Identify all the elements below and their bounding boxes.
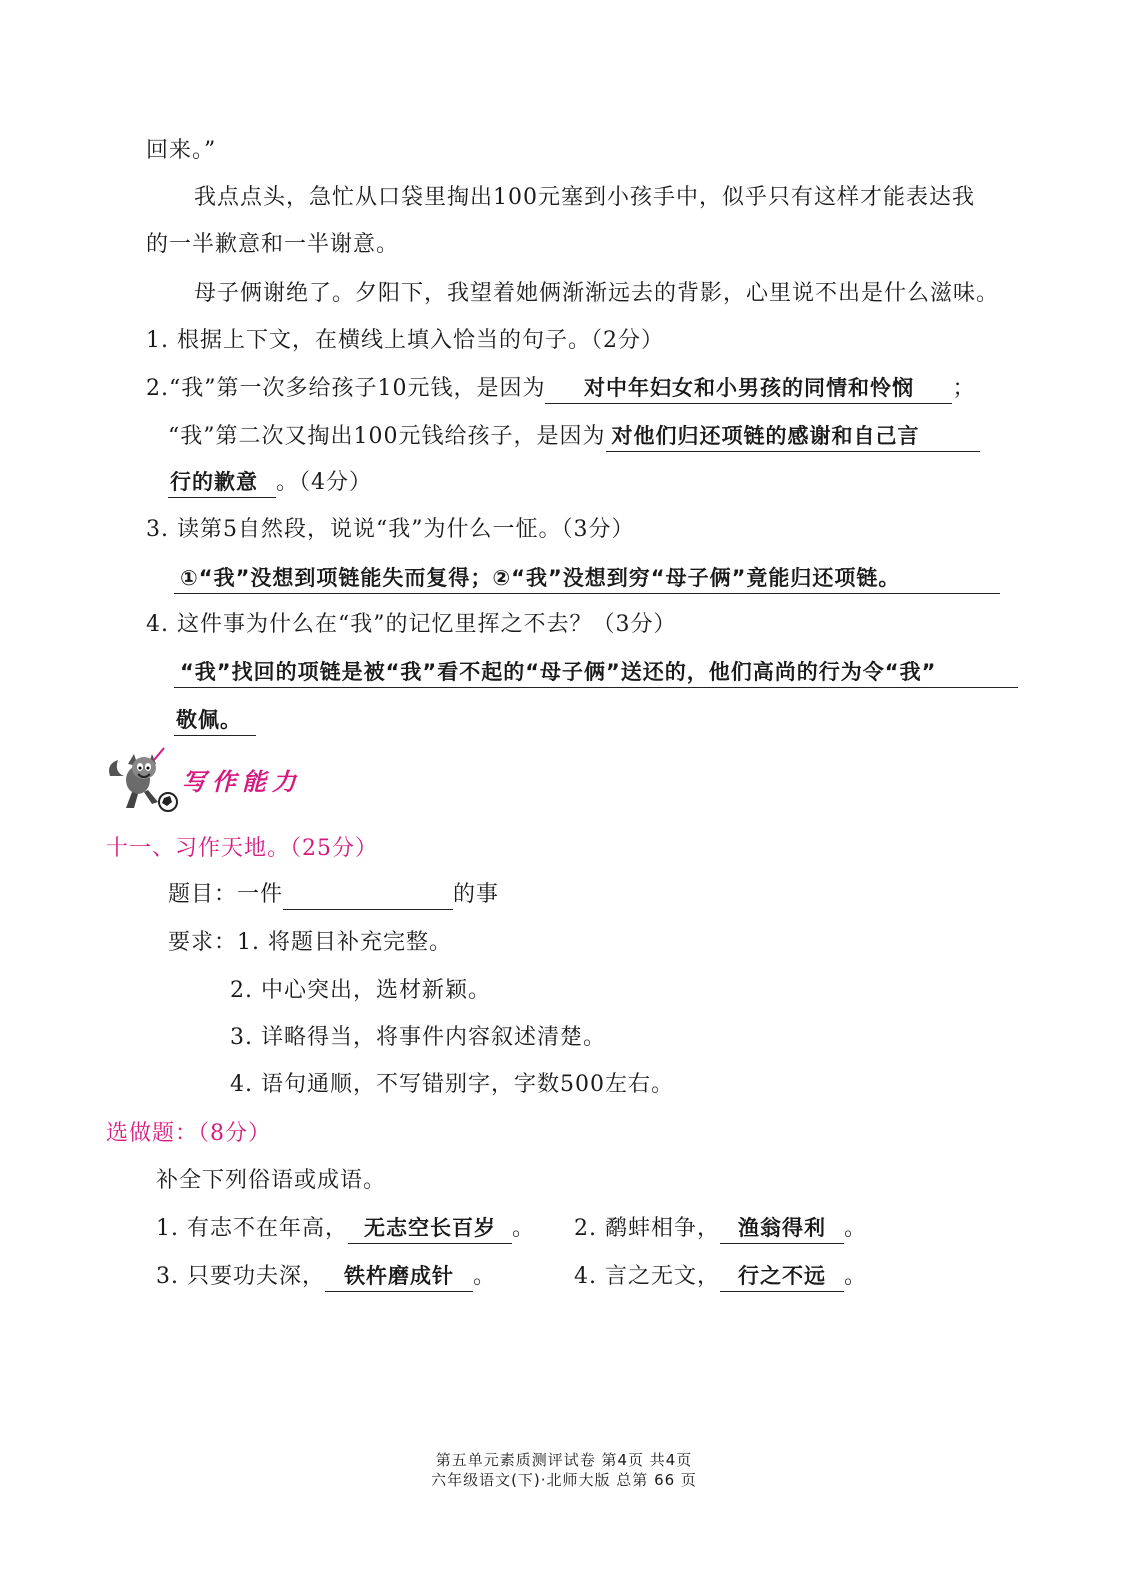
page-footer (0, 1450, 1128, 1490)
requirement: 要求：1. 将题目补充完整。 (168, 930, 452, 955)
optional-intro: 补全下列俗语或成语。 (156, 1168, 387, 1193)
question-4-answer (174, 657, 1018, 688)
question-4: 4. 这件事为什么在“我”的记忆里挥之不去？（3分） (146, 612, 677, 637)
punctuation: 。 (843, 1216, 867, 1241)
punctuation: 。 (511, 1216, 535, 1241)
answer-line: 行之不远 (720, 1261, 844, 1292)
footer-line: 六年级语文(下)·北师大版 总第 66 页 (431, 1471, 697, 1489)
passage-line: 回来。” (146, 138, 217, 163)
requirement: 4. 语句通顺，不写错别字，字数500左右。 (230, 1072, 674, 1097)
wolf-soccer-mascot-icon (104, 746, 182, 814)
idiom-item (156, 1261, 496, 1292)
footer-line: 第五单元素质测评试卷 第4页 共4页 (435, 1451, 693, 1469)
answer-line: 敬佩。 (174, 705, 256, 736)
punctuation: ； (952, 376, 976, 401)
question-2-score: 。（4分） (276, 470, 372, 495)
topic-blank[interactable] (283, 885, 453, 910)
topic-suffix: 的事 (453, 882, 500, 907)
question-2-line3 (168, 467, 372, 498)
idiom-prefix: 2. 鹬蚌相争， (574, 1216, 720, 1241)
writing-topic (168, 880, 499, 910)
idiom-prefix: 4. 言之无文， (574, 1264, 720, 1289)
requirement: 2. 中心突出，选材新颖。 (230, 978, 491, 1003)
passage-line: 我点点头，急忙从口袋里掏出100元塞到小孩手中，似乎只有这样才能表达我 (194, 185, 975, 210)
topic-prefix: 题目：一件 (168, 882, 284, 907)
answer-line: 对中年妇女和小男孩的同情和怜悯 (545, 373, 952, 404)
passage-line: 母子俩谢绝了。夕阳下，我望着她俩渐渐远去的背影，心里说不出是什么滋味。 (194, 281, 1000, 306)
optional-heading: 选做题：（8分） (106, 1121, 271, 1146)
idiom-item (156, 1213, 535, 1244)
idiom-prefix: 1. 有志不在年高， (156, 1216, 348, 1241)
answer-line: ①“我”没想到项链能失而复得；②“我”没想到穷“母子俩”竟能归还项链。 (174, 563, 1000, 594)
idiom-item (574, 1261, 867, 1292)
punctuation: 。 (472, 1264, 496, 1289)
question-3-answer (174, 563, 1000, 594)
writing-heading: 十一、习作天地。（25分） (106, 836, 378, 861)
answer-line: 行的歉意 (168, 467, 276, 498)
question-3: 3. 读第5自然段，说说“我”为什么一怔。（3分） (146, 517, 635, 542)
answer-line: 铁杵磨成针 (325, 1261, 473, 1292)
punctuation: 。 (843, 1264, 867, 1289)
passage-line: 的一半歉意和一半谢意。 (146, 232, 400, 257)
question-2-text: “我”第二次又掏出100元钱给孩子，是因为 (168, 424, 606, 449)
idiom-item (574, 1213, 867, 1244)
answer-line: “我”找回的项链是被“我”看不起的“母子俩”送还的，他们高尚的行为令“我” (174, 657, 1018, 688)
idiom-prefix: 3. 只要功夫深， (156, 1264, 325, 1289)
answer-line: 无志空长百岁 (348, 1213, 512, 1244)
answer-line: 对他们归还项链的感谢和自己言 (606, 421, 980, 452)
question-2 (146, 373, 976, 404)
answer-line: 渔翁得利 (720, 1213, 844, 1244)
question-1: 1. 根据上下文，在横线上填入恰当的句子。（2分） (146, 328, 664, 353)
question-4-answer-cont (174, 705, 256, 736)
question-2-line2 (168, 421, 980, 452)
question-2-text: 2.“我”第一次多给孩子10元钱，是因为 (146, 376, 546, 401)
requirement: 3. 详略得当，将事件内容叙述清楚。 (230, 1025, 606, 1050)
section-title: 写作能力 (182, 768, 302, 796)
